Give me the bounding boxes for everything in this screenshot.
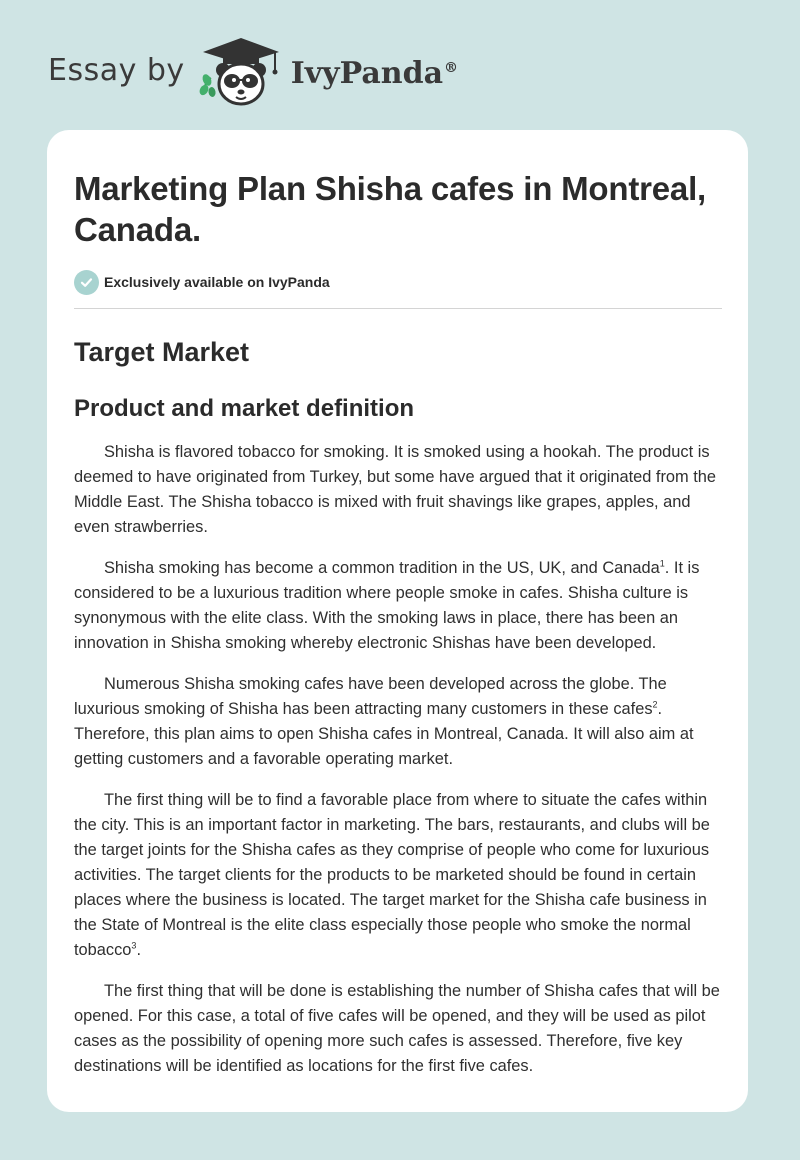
- divider: [74, 308, 722, 309]
- check-circle-icon: [74, 270, 99, 295]
- section-heading: Target Market: [74, 337, 250, 367]
- paragraph: The first thing that will be done is establishing the number of Shisha cafes that will be opened. For this case, a total of five cafes will be opened, and they will be used as pilot cases as the possibility of opening more such cafes is assessed. Therefore, five key destinations will be identified as locations for the first five cafes.: [74, 982, 720, 1075]
- footnote-ref[interactable]: 1: [659, 558, 665, 569]
- paragraph: Numerous Shisha smoking cafes have been developed across the globe. The luxurious smoking of Shisha has been attracting many customers in these cafes$^2$. Therefore, this plan aims to open Shisha cafes in Montreal, Canada. It will also aim at getting customers and a favorable operating market.: [74, 675, 694, 768]
- paragraph: The first thing will be to find a favorable place from where to situate the cafes within the city. This is an important factor in marketing. The bars, restaurants, and clubs will be the target joints for the Shisha cafes as they comprise of people who come for luxurious activities. The target clients for the products to be marketed should be found in certain places where the business is located. The target market for the Shisha cafe business in the State of Montreal is the elite class especially those people who smoke the normal tobacco$^3$.: [74, 791, 710, 959]
- graduation-cap-panda-icon: [197, 36, 285, 108]
- body-text: [74, 440, 722, 1079]
- registered-mark: ®: [444, 59, 459, 76]
- footnote-ref[interactable]: 2: [652, 699, 658, 710]
- document-title: Marketing Plan Shisha cafes in Montreal, Canada.: [74, 170, 707, 248]
- brand-header: [48, 36, 458, 108]
- brand-prefix: Essay by: [48, 52, 185, 88]
- brand-name: IvyPanda®: [290, 55, 459, 91]
- exclusive-badge: [74, 269, 722, 295]
- subsection-heading: Product and market definition: [74, 395, 415, 422]
- exclusive-label: Exclusively available on IvyPanda: [104, 274, 330, 290]
- footnote-ref[interactable]: 3: [131, 940, 137, 951]
- paragraph: Shisha is flavored tobacco for smoking. It is smoked using a hookah. The product is deemed to have originated from Turkey, but some have argued that it originated from the Middle East. The Shisha tobacco is mixed with fruit shavings like grapes, apples, and even strawberries.: [74, 443, 717, 536]
- document-card: [47, 130, 748, 1112]
- paragraph: Shisha smoking has become a common tradition in the US, UK, and Canada$^1$. It is considered to be a luxurious tradition where people smoke in cafes. Shisha culture is synonymous with the elite class. With the smoking laws in place, there has been an innovation in Shisha smoking whereby electronic Shishas have been developed.: [74, 558, 700, 652]
